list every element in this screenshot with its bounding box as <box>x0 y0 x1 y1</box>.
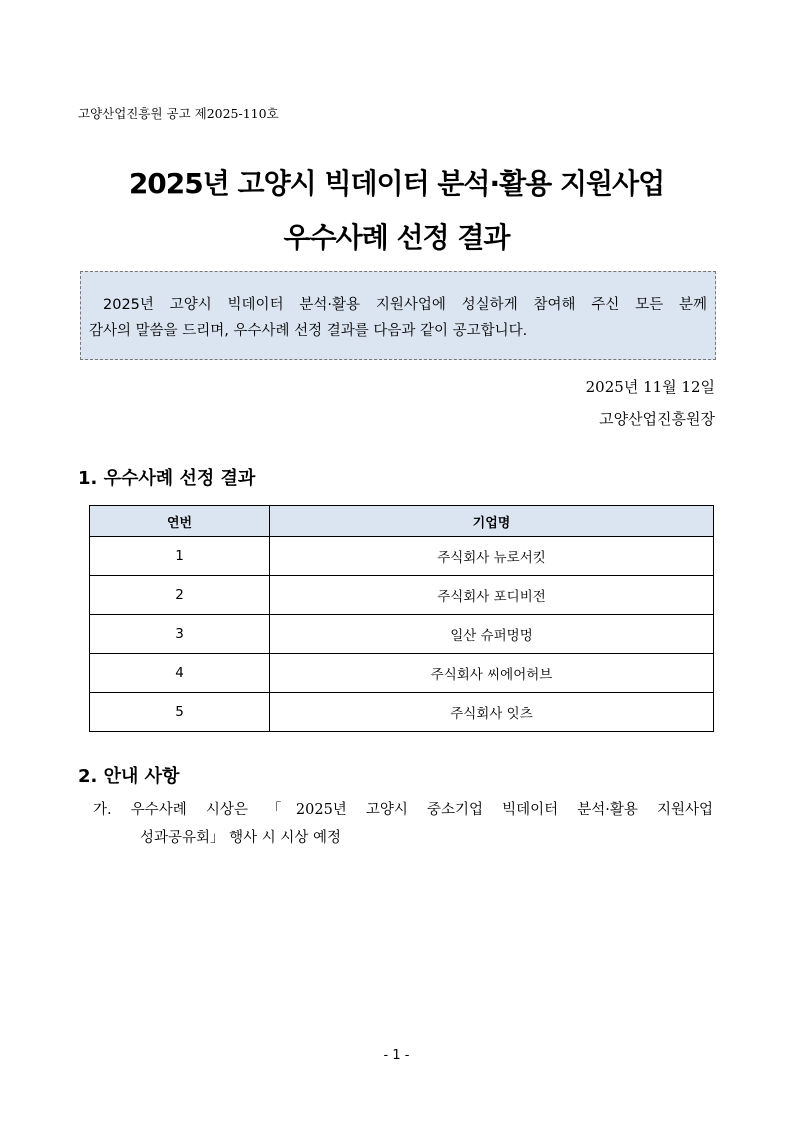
header-number: 연번 <box>90 506 270 537</box>
notice-number: 고양산업진흥원 공고 제2025-110호 <box>78 106 279 121</box>
document-title-line2: 우수사례 선정 결과 <box>283 221 510 254</box>
row-company: 주식회사 씨에어허브 <box>270 654 714 693</box>
row-number: 3 <box>90 615 270 654</box>
row-number: 5 <box>90 693 270 732</box>
table-row <box>90 615 714 654</box>
notice-item <box>93 796 713 852</box>
results-table <box>89 505 714 732</box>
header-company: 기업명 <box>270 506 714 537</box>
row-company: 일산 슈퍼멍멍 <box>270 615 714 654</box>
intro-line1: 2025년 고양시 빅데이터 분석·활용 지원사업에 성실하게 참여해 주신 모든 분께 <box>103 297 707 313</box>
announcement-date: 2025년 11월 12일 <box>585 378 715 396</box>
row-company: 주식회사 잇츠 <box>270 693 714 732</box>
section2-heading: 2. 안내 사항 <box>78 766 180 787</box>
table-row <box>90 654 714 693</box>
document-title-line1: 2025년 고양시 빅데이터 분석·활용 지원사업 <box>128 167 665 200</box>
row-company: 주식회사 뉴로서킷 <box>270 537 714 576</box>
table-row <box>90 576 714 615</box>
table-row <box>90 693 714 732</box>
table-row <box>90 537 714 576</box>
row-company: 주식회사 포디비전 <box>270 576 714 615</box>
row-number: 4 <box>90 654 270 693</box>
row-number: 2 <box>90 576 270 615</box>
intro-box <box>80 271 716 360</box>
issuer-name: 고양산업진흥원장 <box>599 410 715 428</box>
notice-item-line1: 가. 우수사례 시상은 「2025년 고양시 중소기업 빅데이터 분석·활용 지원사업 <box>93 802 713 818</box>
intro-line2: 감사의 말씀을 드리며, 우수사례 선정 결과를 다음과 같이 공고합니다. <box>89 323 528 339</box>
row-number: 1 <box>90 537 270 576</box>
table-header-row <box>90 506 714 537</box>
section1-heading: 1. 우수사례 선정 결과 <box>78 468 256 489</box>
page-number: - 1 - <box>383 1048 410 1063</box>
notice-item-line2: 성과공유회」 행사 시 시상 예정 <box>140 830 342 846</box>
